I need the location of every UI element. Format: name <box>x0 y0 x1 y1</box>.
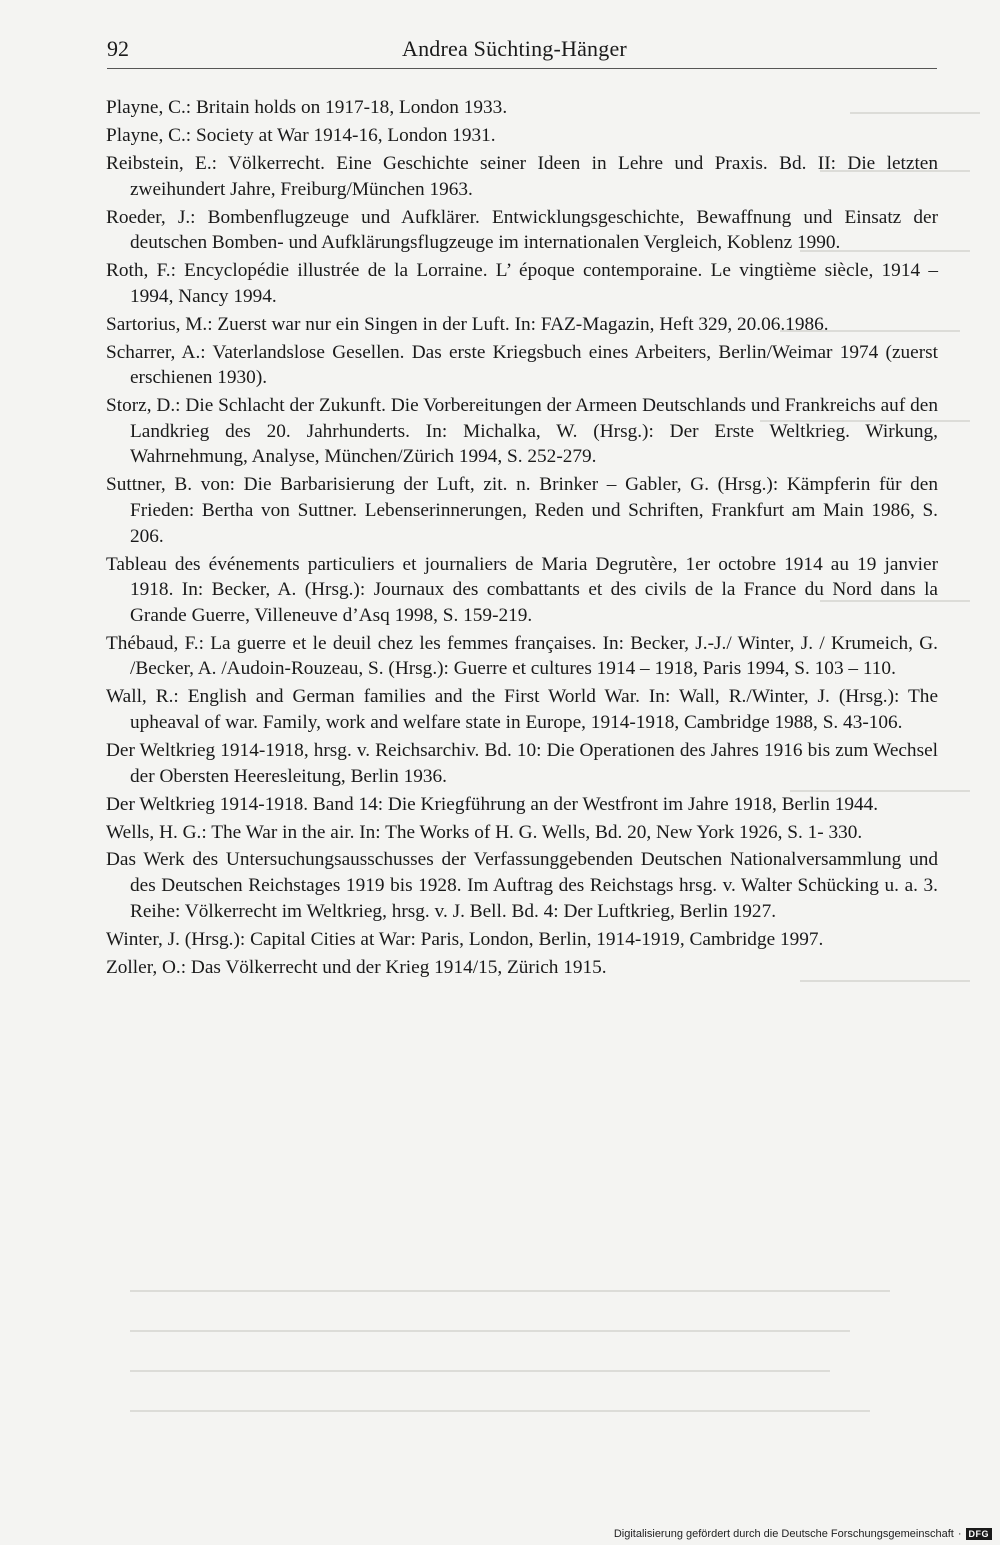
reference-entry: Roeder, J.: Bombenflugzeuge und Aufklärer. Entwicklungsgeschichte, Bewaffnung und Einsatz der deutschen Bomben- und Aufklärungsflugzeuge im internationalen Vergleich, Koblenz 1990. <box>106 206 938 254</box>
reference-entry: Playne, C.: Society at War 1914-16, London 1931. <box>106 124 496 146</box>
reference-entry: Der Weltkrieg 1914-1918. Band 14: Die Kriegführung an der Westfront im Jahre 1918, Berlin 1944. <box>106 793 879 815</box>
reference-entry: Thébaud, F.: La guerre et le deuil chez les femmes françaises. In: Becker, J.-J./ Winter, J. / Krumeich, G. /Becker, A. /Audoin-Rouzeau, S. (Hrsg.): Guerre et cultures 1914 – 1918, Paris 1994, S. 103 – 110. <box>106 632 938 680</box>
digitization-credit <box>614 1528 992 1540</box>
reference-entry: Wall, R.: English and German families and the First World War. In: Wall, R./Winter, J. (Hrsg.): The upheaval of war. Family, work and welfare state in Europe, 1914-1918, Cambridge 1988, S. 43-106. <box>106 686 938 733</box>
page-header <box>107 34 937 69</box>
reference-entry: Das Werk des Untersuchungsausschusses der Verfassunggebenden Deutschen Nationalversammlung und des Deutschen Reichstages 1919 bis 1928. Im Auftrag des Reichstags hrsg. v. Walter Schücking u. a. 3. Reihe: Völkerrecht im Weltkrieg, hrsg. v. J. Bell. Bd. 4: Der Luftkrieg, Berlin 1927. <box>106 849 938 922</box>
reference-entry: Zoller, O.: Das Völkerrecht und der Krieg 1914/15, Zürich 1915. <box>106 956 607 978</box>
reference-entry: Der Weltkrieg 1914-1918, hrsg. v. Reichsarchiv. Bd. 10: Die Operationen des Jahres 1916 bis zum Wechsel der Obersten Heeresleitung, Berlin 1936. <box>106 739 938 787</box>
reference-entry: Sartorius, M.: Zuerst war nur ein Singen in der Luft. In: FAZ-Magazin, Heft 329, 20.06.1986. <box>106 313 829 335</box>
dfg-logo: DFG <box>966 1528 993 1540</box>
reference-entry: Roth, F.: Encyclopédie illustrée de la Lorraine. L’ époque contemporaine. Le vingtième siècle, 1914 – 1994, Nancy 1994. <box>106 260 938 307</box>
reference-entry: Storz, D.: Die Schlacht der Zukunft. Die Vorbereitungen der Armeen Deutschlands und Frankreichs auf den Landkrieg des 20. Jahrhunderts. In: Michalka, W. (Hrsg.): Der Erste Weltkrieg. Wirkung, Wahrnehmung, Analyse, München/Zürich 1994, S. 252-279. <box>106 395 938 468</box>
page-number: 92 <box>107 36 129 61</box>
bibliography-list <box>106 95 938 983</box>
reference-entry: Scharrer, A.: Vaterlandslose Gesellen. Das erste Kriegsbuch eines Arbeiters, Berlin/Weimar 1974 (zuerst erschienen 1930). <box>106 341 938 389</box>
reference-entry: Suttner, B. von: Die Barbarisierung der Luft, zit. n. Brinker – Gabler, G. (Hrsg.): Kämpferin für den Frieden: Bertha von Suttner. Lebenserinnerungen, Reden und Schriften, Frankfurt am Main 1986, S. 206. <box>106 474 938 547</box>
reference-entry: Wells, H. G.: The War in the air. In: The Works of H. G. Wells, Bd. 20, New York 1926, S. 1- 330. <box>106 821 863 843</box>
reference-entry: Reibstein, E.: Völkerrecht. Eine Geschichte seiner Ideen in Lehre und Praxis. Bd. II: Die letzten zweihundert Jahre, Freiburg/München 1963. <box>106 152 938 200</box>
reference-entry: Tableau des événements particuliers et journaliers de Maria Degrutère, 1er octobre 1914 au 19 janvier 1918. In: Becker, A. (Hrsg.): Journaux des combattants et des civils de la France du Nord dans la Grande Guerre, Villeneuve d’Asq 1998, S. 159-219. <box>106 553 938 626</box>
separator-dot: · <box>957 1528 962 1540</box>
running-head: Andrea Süchting-Hänger <box>402 36 627 61</box>
reference-entry: Playne, C.: Britain holds on 1917-18, London 1933. <box>106 97 508 118</box>
credit-text: Digitalisierung gefördert durch die Deutsche Forschungsgemeinschaft <box>613 1528 954 1540</box>
reference-entry: Winter, J. (Hrsg.): Capital Cities at War: Paris, London, Berlin, 1914-1919, Cambridge 1997. <box>106 928 824 950</box>
